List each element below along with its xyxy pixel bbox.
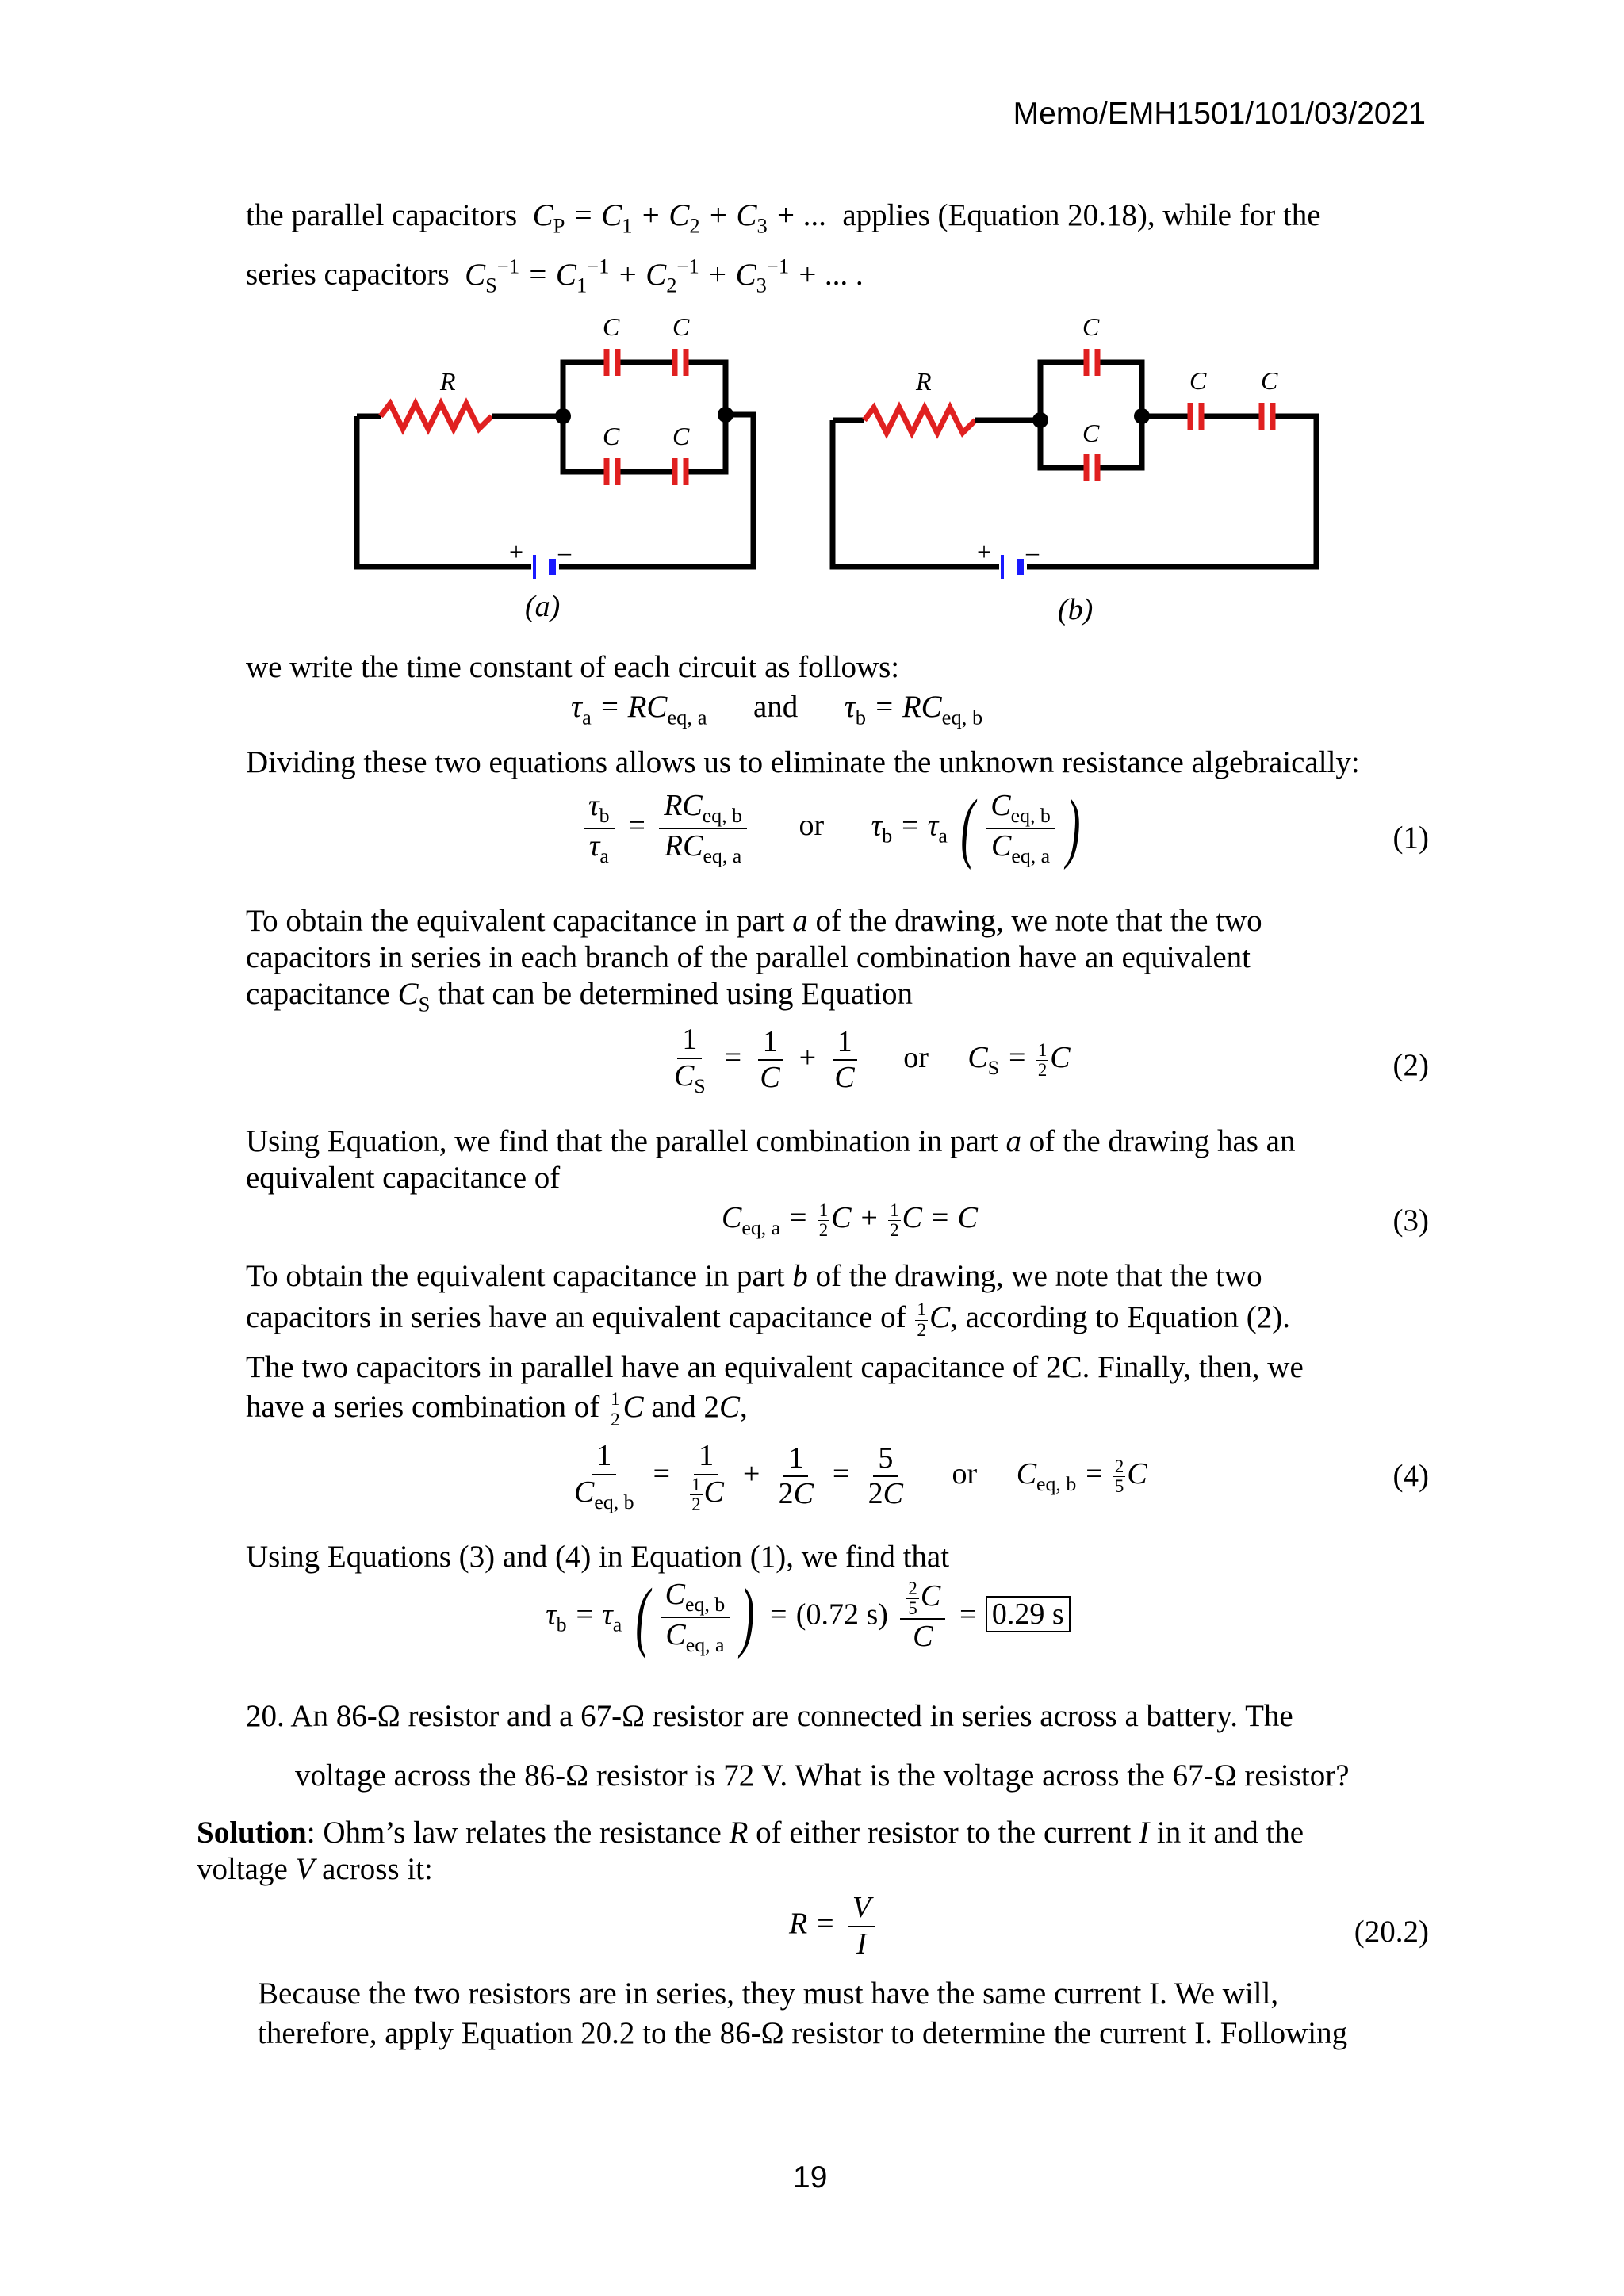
capacitor-icon (675, 458, 686, 485)
capacitor-label: C (1082, 419, 1100, 447)
doc-reference: Memo/EMH1501/101/03/2021 (1013, 97, 1426, 131)
equation-4: $\frac{1}{C_{eq, b}}$ = 1 $\frac{1}{2}$ C + $\frac{1}{2C}$ = $\frac{5}{2C}$ or $C_{eq, b}$ = $\frac{2}{5}$ C (574, 1439, 1147, 1514)
battery-icon (1002, 555, 1024, 579)
junction-dot (555, 408, 571, 424)
equation-number: (3) (1392, 1203, 1429, 1238)
question-20-line1: 20. An 86-Ω resistor and a 67-Ω resistor are connected in series across a battery. The (246, 1699, 1293, 1733)
intro-text: applies (Equation 20.18), while for the (842, 198, 1321, 232)
capacitor-label: C (603, 312, 620, 341)
capacitor-label: C (672, 312, 690, 341)
capacitor-label: C (672, 422, 690, 450)
solution-line2: voltage V across it: (197, 1852, 433, 1886)
or-word: or (952, 1456, 978, 1490)
equation-3: $C_{eq, a}$ = $\frac{1}{2}$ C + $\frac{1}{2}$ C = C (722, 1200, 978, 1240)
para-part-a-line3: capacitance $C_S$ that can be determined using Equation (246, 977, 914, 1016)
para-using-equations: Using Equations (3) and (4) in Equation (1), we find that (246, 1540, 950, 1574)
resistor-label: R (440, 367, 456, 396)
equation-final: $\tau_b = \tau_a$ ( $\frac{C_{eq, b}}{C_{eq, a}}$ ) = (0.72 s) $\frac{2}{5}$ C C = 0.29 s (546, 1578, 1071, 1657)
equation-2: $\frac{1}{C_S}$ = $\frac{1}{C}$ + $\frac{1}{C}$ or $C_S$ = $\frac{1}{2}$ C (674, 1023, 1071, 1097)
capacitor-label: C (1189, 366, 1207, 395)
para-part-b-line2: capacitors in series have an equivalent capacitance of $\frac{1}{2}$ C, according to Equation (2). (246, 1299, 1290, 1341)
capacitor-icon (1262, 403, 1273, 430)
para-part-b-line1: To obtain the equivalent capacitance in part b of the drawing, we note that the two (246, 1259, 1262, 1293)
circuit-b (833, 312, 1316, 626)
junction-dot (1134, 408, 1150, 424)
para-dividing: Dividing these two equations allows us to eliminate the unknown resistance algebraically: (246, 745, 1360, 779)
eq-series-capacitance: $C_S^{-1} = C_1^{-1} + C_2^{-1} + C_3^{-1}$ + ... . (457, 254, 864, 297)
capacitor-label: C (1082, 312, 1100, 341)
equation-number: (1) (1392, 821, 1429, 855)
para-part-b-line3: The two capacitors in parallel have an equivalent capacitance of 2C. Finally, then, we (246, 1350, 1304, 1384)
battery-plus: + (977, 538, 992, 566)
para-series-line2: therefore, apply Equation 20.2 to the 86-Ω resistor to determine the current I. Following (258, 2016, 1348, 2050)
equation-1: $\frac{\tau_b}{\tau_a}$ = $\frac{RC_{eq, b}}{RC_{eq, a}}$ or $\tau_b = \tau_a$ ( $\frac{C_{eq, b}}{C_{eq, a}}$ ) (579, 789, 1086, 868)
battery-minus: – (558, 538, 571, 566)
equation-ohms-law: R = $\frac{V}{I}$ (789, 1891, 880, 1961)
eq-tau-definitions: $\tau_a = RC_{eq, a}$ and $\tau_b = RC_{eq, b}$ (571, 690, 983, 729)
para-time-constant: we write the time constant of each circuit as follows: (246, 650, 900, 684)
circuit-a (357, 312, 753, 623)
capacitor-label: C (603, 422, 620, 450)
intro-line-2 (246, 254, 864, 297)
capacitor-icon (1190, 403, 1201, 430)
caption-a: (a) (525, 590, 561, 623)
para-parallel-line2: equivalent capacitance of (246, 1161, 561, 1195)
para-series-line1: Because the two resistors are in series, they must have the same current I. We will, (258, 1976, 1279, 2011)
or-word: or (903, 1040, 929, 1074)
equation-number: (20.2) (1354, 1915, 1429, 1949)
para-parallel-line1: Using Equation, we find that the parallel combination in part a of the drawing has an (246, 1124, 1296, 1158)
equation-number: (4) (1392, 1459, 1429, 1493)
battery-icon (534, 555, 556, 579)
capacitor-icon (607, 349, 618, 376)
result-box: 0.29 s (986, 1596, 1071, 1632)
page-number: 19 (793, 2160, 828, 2195)
or-word: or (799, 809, 825, 843)
para-part-a-line2: capacitors in series in each branch of the parallel combination have an equivalent (246, 940, 1251, 974)
equation-number: (2) (1392, 1048, 1429, 1082)
capacitor-icon (1086, 349, 1097, 376)
and-word: and (753, 690, 799, 724)
resistor-zigzag (381, 404, 492, 429)
junction-dot (718, 407, 733, 423)
para-part-a-line1: To obtain the equivalent capacitance in part a of the drawing, we note that the two (246, 904, 1262, 938)
capacitor-label: C (1261, 366, 1278, 395)
battery-minus: – (1026, 538, 1039, 566)
para-part-b-line4: have a series combination of $\frac{1}{2}$ C and 2C, (246, 1389, 748, 1430)
resistor-zigzag (864, 408, 975, 433)
question-20-line2: voltage across the 86-Ω resistor is 72 V. What is the voltage across the 67-Ω resistor? (295, 1758, 1350, 1793)
capacitor-icon (607, 458, 618, 485)
capacitor-icon (675, 349, 686, 376)
eq-parallel-capacitance: $C_P = C_1 + C_2 + C_3$ + ... (524, 198, 835, 238)
intro-text: the parallel capacitors (246, 198, 518, 232)
solution-line1: Solution: Ohm’s law relates the resistance R of either resistor to the current I in it and the (197, 1816, 1304, 1850)
battery-plus: + (509, 538, 524, 566)
junction-dot (1032, 412, 1048, 428)
capacitor-icon (1086, 454, 1097, 481)
caption-b: (b) (1058, 593, 1094, 626)
circuit-figure (317, 305, 1348, 638)
intro-line-1 (246, 198, 1321, 238)
resistor-label: R (916, 367, 932, 396)
intro-text: series capacitors (246, 257, 450, 292)
